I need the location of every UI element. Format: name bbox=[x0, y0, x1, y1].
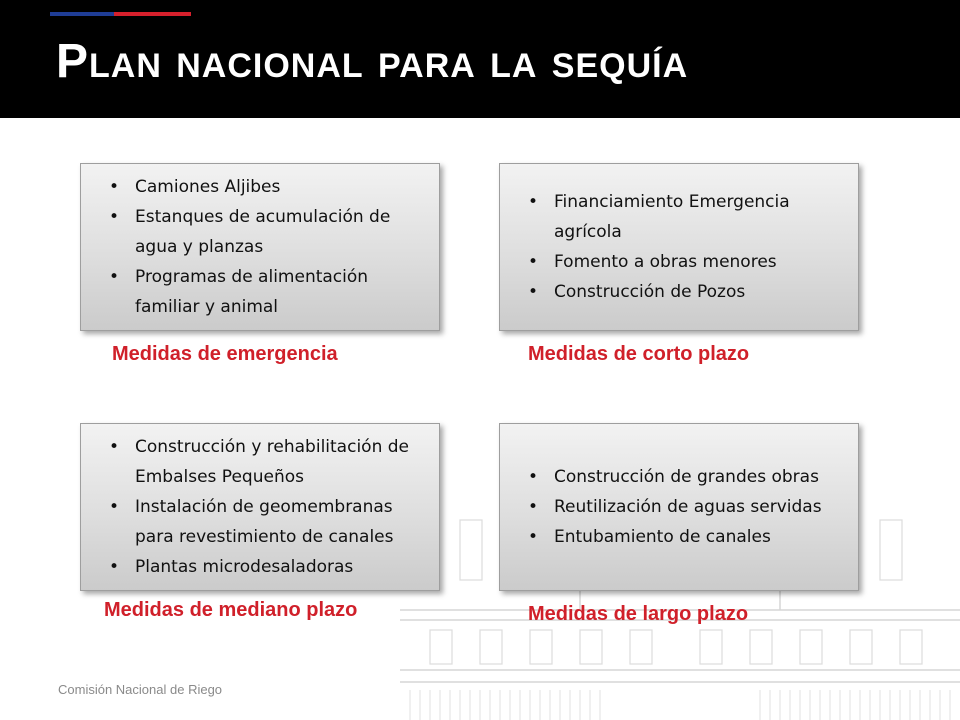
emergency-measures-box bbox=[80, 163, 440, 331]
bullet-list bbox=[528, 187, 844, 307]
emergency-measures-label: Medidas de emergencia bbox=[112, 343, 338, 365]
list-item: • Construcción de grandes obras bbox=[528, 462, 844, 492]
flag-stripe-red bbox=[114, 12, 191, 16]
list-item: • Reutilización de aguas servidas bbox=[528, 492, 844, 522]
medium-term-measures-label: Medidas de mediano plazo bbox=[104, 599, 358, 621]
footer-text: Comisión Nacional de Riego bbox=[58, 682, 223, 697]
slide-title: Plan nacional para la sequía bbox=[56, 35, 689, 88]
list-item: • Estanques de acumulación de agua y planzas bbox=[109, 202, 425, 262]
title-bar bbox=[0, 0, 960, 118]
flag-stripe bbox=[50, 12, 191, 16]
medium-term-measures-box bbox=[80, 423, 440, 591]
list-item: • Entubamiento de canales bbox=[528, 522, 844, 552]
list-item: • Camiones Aljibes bbox=[109, 172, 425, 202]
list-item: • Plantas microdesaladoras bbox=[109, 552, 425, 582]
list-item: • Financiamiento Emergencia agrícola bbox=[528, 187, 844, 247]
bullet-list bbox=[109, 172, 425, 322]
list-item: • Fomento a obras menores bbox=[528, 247, 844, 277]
flag-stripe-blue bbox=[50, 12, 114, 16]
short-term-measures-box bbox=[499, 163, 859, 331]
bullet-list bbox=[528, 462, 844, 552]
list-item: • Instalación de geomembranas para revestimiento de canales bbox=[109, 492, 425, 552]
bullet-list bbox=[109, 432, 425, 582]
list-item: • Construcción y rehabilitación de Embalses Pequeños bbox=[109, 432, 425, 492]
list-item: • Programas de alimentación familiar y animal bbox=[109, 262, 425, 322]
list-item: • Construcción de Pozos bbox=[528, 277, 844, 307]
long-term-measures-label: Medidas de largo plazo bbox=[528, 603, 749, 625]
long-term-measures-box bbox=[499, 423, 859, 591]
short-term-measures-label: Medidas de corto plazo bbox=[528, 343, 750, 365]
